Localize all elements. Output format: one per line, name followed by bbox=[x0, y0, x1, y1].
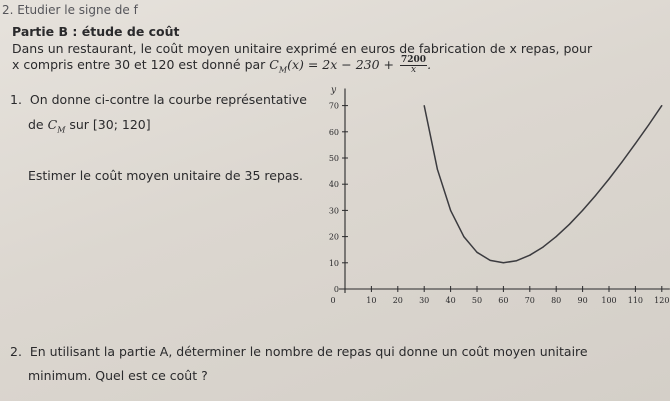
x-tick-label: 20 bbox=[392, 296, 403, 305]
x-tick-label: 30 bbox=[419, 296, 430, 305]
question-1-function-subscript: M bbox=[57, 125, 66, 135]
curve-point bbox=[569, 224, 570, 225]
x-tick-label: 60 bbox=[498, 296, 509, 305]
x-tick-label: 120 bbox=[654, 296, 670, 305]
question-1-text: On donne ci-contre la courbe représentative bbox=[29, 92, 307, 107]
chart-curve-layer bbox=[424, 105, 663, 263]
fraction-denominator: x bbox=[411, 65, 417, 75]
y-tick-label: 70 bbox=[328, 101, 339, 111]
curve-point bbox=[529, 255, 530, 256]
y-axis-label: y bbox=[331, 85, 337, 96]
curve-point bbox=[648, 124, 649, 125]
y-tick-label: 0 bbox=[333, 285, 339, 294]
curve-point bbox=[463, 236, 464, 237]
curve-point bbox=[582, 210, 583, 211]
formula-period: . bbox=[427, 57, 432, 72]
y-tick-label: 60 bbox=[328, 127, 339, 137]
y-tick-label: 10 bbox=[328, 258, 339, 268]
intro-line-1: Dans un restaurant, le coût moyen unitaire exprimé en euros de fabrication de x repas, pour bbox=[12, 41, 593, 56]
x-tick-label: 40 bbox=[445, 296, 456, 305]
question-2-text: En utilisant la partie A, déterminer le nombre de repas qui donne un coût moyen unitaire bbox=[29, 344, 588, 359]
curve-point bbox=[608, 178, 609, 179]
curve-point bbox=[516, 260, 517, 261]
question-1-de: de bbox=[28, 117, 48, 132]
x-tick-label: 70 bbox=[524, 296, 535, 305]
curve-point bbox=[542, 247, 543, 248]
x-tick-label: 110 bbox=[627, 296, 644, 305]
x-tick-label: 50 bbox=[471, 296, 483, 305]
intro-line-2-text: x compris entre 30 et 120 est donné par bbox=[12, 57, 270, 72]
curve-point bbox=[437, 169, 438, 170]
curve-point bbox=[490, 260, 491, 261]
curve-point bbox=[635, 143, 636, 144]
curve-point bbox=[424, 105, 425, 106]
y-tick-label: 50 bbox=[328, 154, 339, 163]
part-title: Partie B : étude de coût bbox=[12, 24, 180, 39]
previous-question-cut: 2. Etudier le signe de f bbox=[2, 3, 138, 17]
chart-ticks bbox=[329, 102, 670, 305]
x-tick-label: 0 bbox=[330, 296, 336, 305]
formula-function-subscript: M bbox=[278, 65, 288, 75]
curve-point bbox=[450, 210, 451, 211]
curve-point bbox=[556, 236, 557, 237]
question-1-number: 1. bbox=[10, 92, 22, 107]
curve-point bbox=[595, 195, 596, 196]
cost-curve-line bbox=[424, 106, 662, 263]
x-tick-label: 10 bbox=[366, 296, 377, 305]
question-1-function-name: C bbox=[47, 117, 58, 132]
y-tick-label: 30 bbox=[328, 206, 339, 216]
question-1-line-3: Estimer le coût moyen unitaire de 35 repas. bbox=[28, 168, 304, 183]
question-1-interval: sur [30; 120] bbox=[65, 117, 151, 132]
curve-point bbox=[661, 105, 662, 106]
x-tick-label: 80 bbox=[551, 296, 562, 305]
curve-point bbox=[622, 161, 623, 162]
question-2-line-2: minimum. Quel est ce coût ? bbox=[28, 368, 208, 383]
y-tick-label: 20 bbox=[328, 232, 339, 242]
x-tick-label: 100 bbox=[601, 296, 617, 305]
curve-point bbox=[476, 252, 477, 253]
x-tick-label: 90 bbox=[577, 296, 588, 305]
question-2-number: 2. bbox=[10, 344, 22, 359]
y-tick-label: 40 bbox=[328, 180, 339, 190]
fraction-numerator: 7200 bbox=[401, 55, 427, 65]
formula-function-name: C bbox=[269, 57, 279, 72]
formula-body: (x) = 2x − 230 + bbox=[287, 57, 399, 72]
curve-point bbox=[503, 262, 504, 263]
